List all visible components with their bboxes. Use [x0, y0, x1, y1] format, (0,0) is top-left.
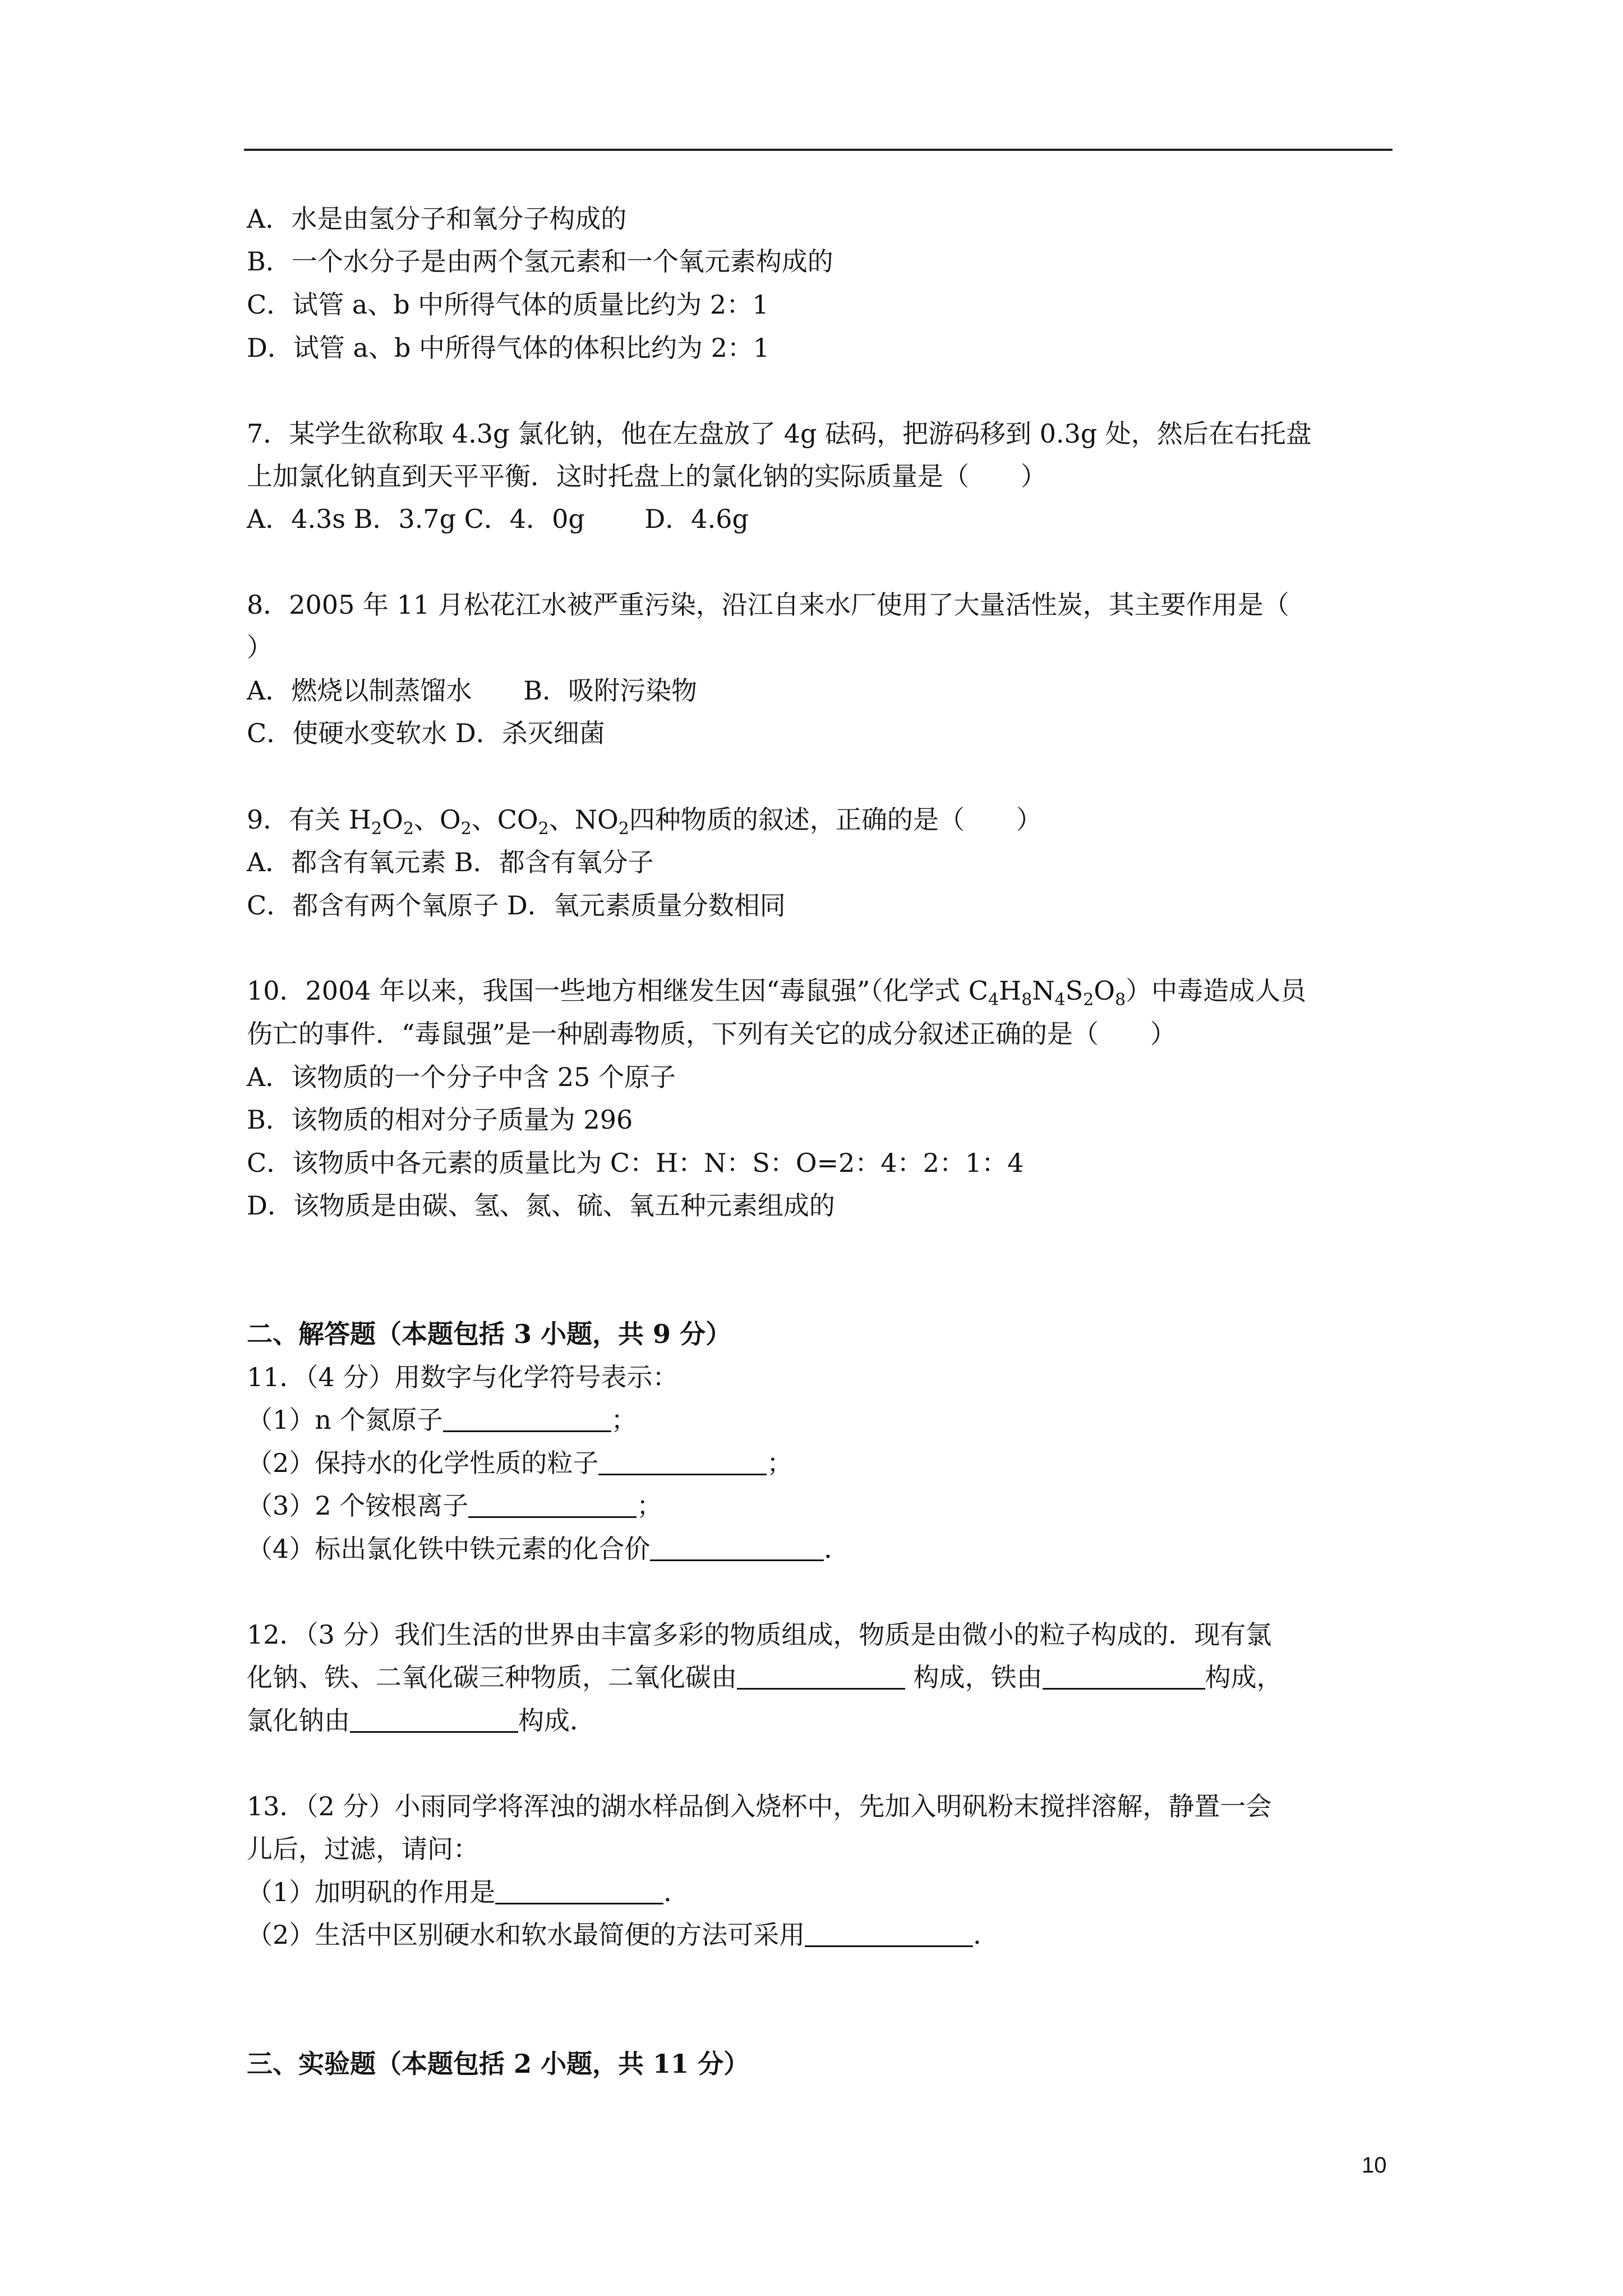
answer-blank[interactable] — [350, 1709, 518, 1733]
q12-stem-line3: 氯化钠由 构成． — [247, 1705, 596, 1736]
q11-part1: （1）n 个氮原子 ； — [247, 1405, 637, 1435]
q10-stem-line1: 10．2004 年以来，我国一些地方相继发生因“毒鼠强”（化学式 $C_4H_8N_4S_2O_8$）中毒造成人员 — [247, 976, 1307, 1010]
q6-option-a: A．水是由氢分子和氧分子构成的 — [247, 204, 627, 234]
q10-option-c: C．该物质中各元素的质量比为 C：H：N：S：O=2：4：2：1：4 — [247, 1148, 1024, 1178]
q13-stem-line1: 13．（2 分）小雨同学将浑浊的湖水样品倒入烧杯中，先加入明矾粉末搅拌溶解，静置一会 — [247, 1791, 1272, 1821]
answer-blank[interactable] — [495, 1880, 663, 1904]
q8-options-cd: C．使硬水变软水 D．杀灭细菌 — [247, 718, 605, 748]
q12-stem-line1: 12．（3 分）我们生活的世界由丰富多彩的物质组成，物质是由微小的粒子构成的．现有氯 — [247, 1619, 1272, 1650]
q6-option-c: C．试管 a、b 中所得气体的质量比约为 2：1 — [247, 289, 769, 320]
q8-options-ab: A．燃烧以制蒸馏水 B．吸附污染物 — [247, 675, 698, 706]
header-rule — [244, 149, 1393, 151]
q6-option-b: B．一个水分子是由两个氢元素和一个氧元素构成的 — [247, 246, 833, 277]
answer-blank[interactable] — [443, 1408, 611, 1432]
q8-stem-line2: ） — [247, 632, 273, 662]
answer-blank[interactable] — [1043, 1665, 1205, 1690]
answer-blank[interactable] — [650, 1537, 824, 1561]
section3-heading: 三、实验题（本题包括 2 小题，共 11 分） — [247, 2049, 750, 2079]
q12-stem-line2: 化钠、铁、二氧化碳三种物质，二氧化碳由 构成，铁由 构成， — [247, 1662, 1283, 1692]
page-number: 10 — [1362, 2153, 1387, 2178]
q13-stem-line2: 儿后，过滤，请问： — [247, 1834, 479, 1864]
q10-option-b: B．该物质的相对分子质量为 296 — [247, 1105, 633, 1135]
section2-heading: 二、解答题（本题包括 3 小题，共 9 分） — [247, 1319, 732, 1349]
q13-part1: （1）加明矾的作用是 ． — [247, 1877, 690, 1907]
answer-blank[interactable] — [598, 1451, 767, 1475]
q11-part2: （2）保持水的化学性质的粒子 ； — [247, 1448, 793, 1478]
q11-part4: （4）标出氯化铁中铁元素的化合价 ． — [247, 1534, 850, 1564]
q7-stem-line1: 7．某学生欲称取 4.3g 氯化钠，他在左盘放了 4g 砝码，把游码移到 0.3g 处，然后在右托盘 — [247, 418, 1312, 449]
q10-option-d: D．该物质是由碳、氢、氮、硫、氧五种元素组成的 — [247, 1190, 835, 1221]
q6-option-d: D．试管 a、b 中所得气体的体积比约为 2：1 — [247, 333, 770, 363]
answer-blank[interactable] — [468, 1494, 637, 1518]
answer-blank[interactable] — [805, 1923, 973, 1947]
q9-options-cd: C．都含有两个氧原子 D．氧元素质量分数相同 — [247, 890, 786, 921]
q7-stem-line2: 上加氯化钠直到天平平衡．这时托盘上的氯化钠的实际质量是（ ） — [247, 461, 1046, 491]
q9-stem: 9．有关 $H_2O_2$、$O_2$、$CO_2$、$NO_2$四种物质的叙述，正确的是（ ） — [247, 804, 1042, 839]
q13-part2: （2）生活中区别硬水和软水最简便的方法可采用 ． — [247, 1920, 999, 1950]
answer-blank[interactable] — [737, 1665, 905, 1690]
q8-stem-line1: 8．2005 年 11 月松花江水被严重污染，沿江自来水厂使用了大量活性炭，其主要作用是（ — [247, 590, 1289, 620]
q7-options: A．4.3s B．3.7g C．4．0g D．4.6g — [247, 504, 749, 534]
q10-option-a: A．该物质的一个分子中含 25 个原子 — [247, 1062, 676, 1092]
q10-stem-line2: 伤亡的事件．“毒鼠强”是一种剧毒物质，下列有关它的成分叙述正确的是（ ） — [247, 1019, 1177, 1049]
q11-part3: （3）2 个铵根离子 ； — [247, 1490, 663, 1521]
q9-options-ab: A．都含有氧元素 B．都含有氧分子 — [247, 847, 654, 877]
q11-stem: 11．（4 分）用数字与化学符号表示： — [247, 1362, 679, 1392]
